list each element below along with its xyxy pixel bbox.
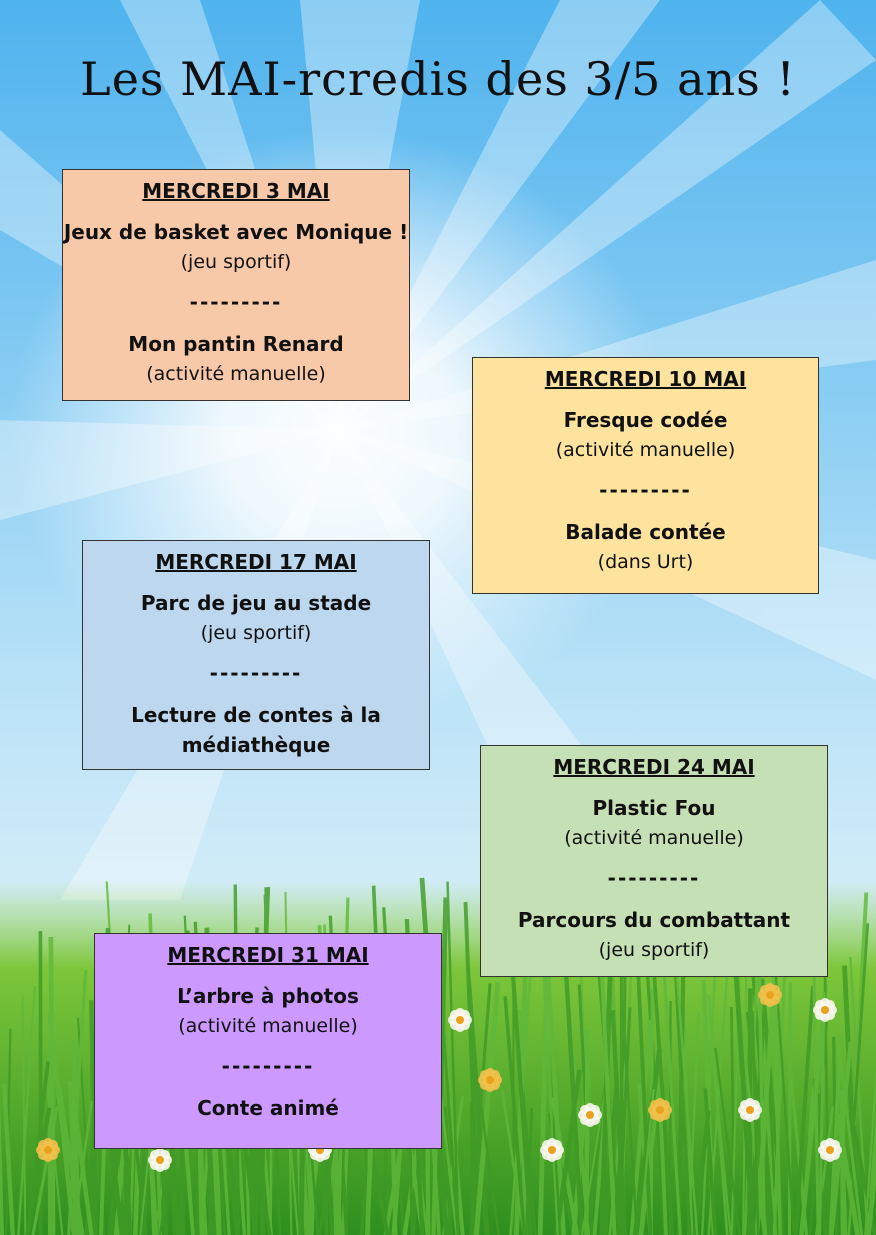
separator: --------- bbox=[209, 661, 303, 685]
flower-decoration bbox=[448, 1008, 472, 1032]
activity-title: Mon pantin Renard bbox=[128, 332, 344, 356]
activity-title: Plastic Fou bbox=[592, 796, 716, 820]
activity-title: Parc de jeu au stade bbox=[140, 591, 372, 615]
card-date: MERCREDI 31 MAI bbox=[167, 943, 369, 967]
separator: --------- bbox=[607, 866, 701, 890]
activity-title: Lecture de contes à la médiathèque bbox=[131, 703, 381, 757]
activity-title: L’arbre à photos bbox=[177, 984, 359, 1008]
activity-type: (activité manuelle) bbox=[564, 827, 744, 849]
activity-title: Fresque codée bbox=[563, 408, 728, 432]
activity-type: (jeu sportif) bbox=[200, 622, 312, 644]
activity-title: Conte animé bbox=[197, 1096, 339, 1120]
flower-decoration bbox=[36, 1138, 60, 1162]
activity-type: (activité manuelle) bbox=[146, 363, 326, 385]
activity-title: Balade contée bbox=[565, 520, 726, 544]
card-date: MERCREDI 10 MAI bbox=[544, 367, 747, 391]
flower-decoration bbox=[758, 983, 782, 1007]
card-mercredi-10-mai bbox=[472, 357, 819, 594]
activity-title: Parcours du combattant bbox=[517, 908, 791, 932]
flower-decoration bbox=[738, 1098, 762, 1122]
separator: --------- bbox=[189, 290, 283, 314]
poster-title: Les MAI-rcredis des 3/5 ans ! bbox=[80, 52, 796, 106]
flower-decoration bbox=[578, 1103, 602, 1127]
flower-decoration bbox=[148, 1148, 172, 1172]
activity-type: (dans Urt) bbox=[597, 551, 694, 573]
flower-decoration bbox=[818, 1138, 842, 1162]
separator: --------- bbox=[599, 478, 692, 502]
grass-blade bbox=[586, 1030, 587, 1235]
activity-title: Jeux de basket avec Monique ! bbox=[63, 220, 409, 244]
card-mercredi-31-mai bbox=[94, 933, 442, 1149]
flower-decoration bbox=[540, 1138, 564, 1162]
card-mercredi-17-mai bbox=[82, 540, 430, 770]
activity-type: (activité manuelle) bbox=[555, 439, 736, 461]
card-date: MERCREDI 3 MAI bbox=[142, 179, 330, 203]
activity-type: (jeu sportif) bbox=[598, 939, 710, 961]
flower-decoration bbox=[648, 1098, 672, 1122]
card-mercredi-24-mai bbox=[480, 745, 828, 977]
grass-blade bbox=[842, 1090, 843, 1235]
flower-decoration bbox=[478, 1068, 502, 1092]
activity-type: (jeu sportif) bbox=[180, 251, 292, 273]
card-date: MERCREDI 17 MAI bbox=[155, 550, 357, 574]
separator: --------- bbox=[221, 1054, 315, 1078]
card-mercredi-3-mai bbox=[62, 169, 410, 401]
activity-type: (activité manuelle) bbox=[178, 1015, 358, 1037]
card-date: MERCREDI 24 MAI bbox=[553, 755, 755, 779]
flower-decoration bbox=[813, 998, 837, 1022]
